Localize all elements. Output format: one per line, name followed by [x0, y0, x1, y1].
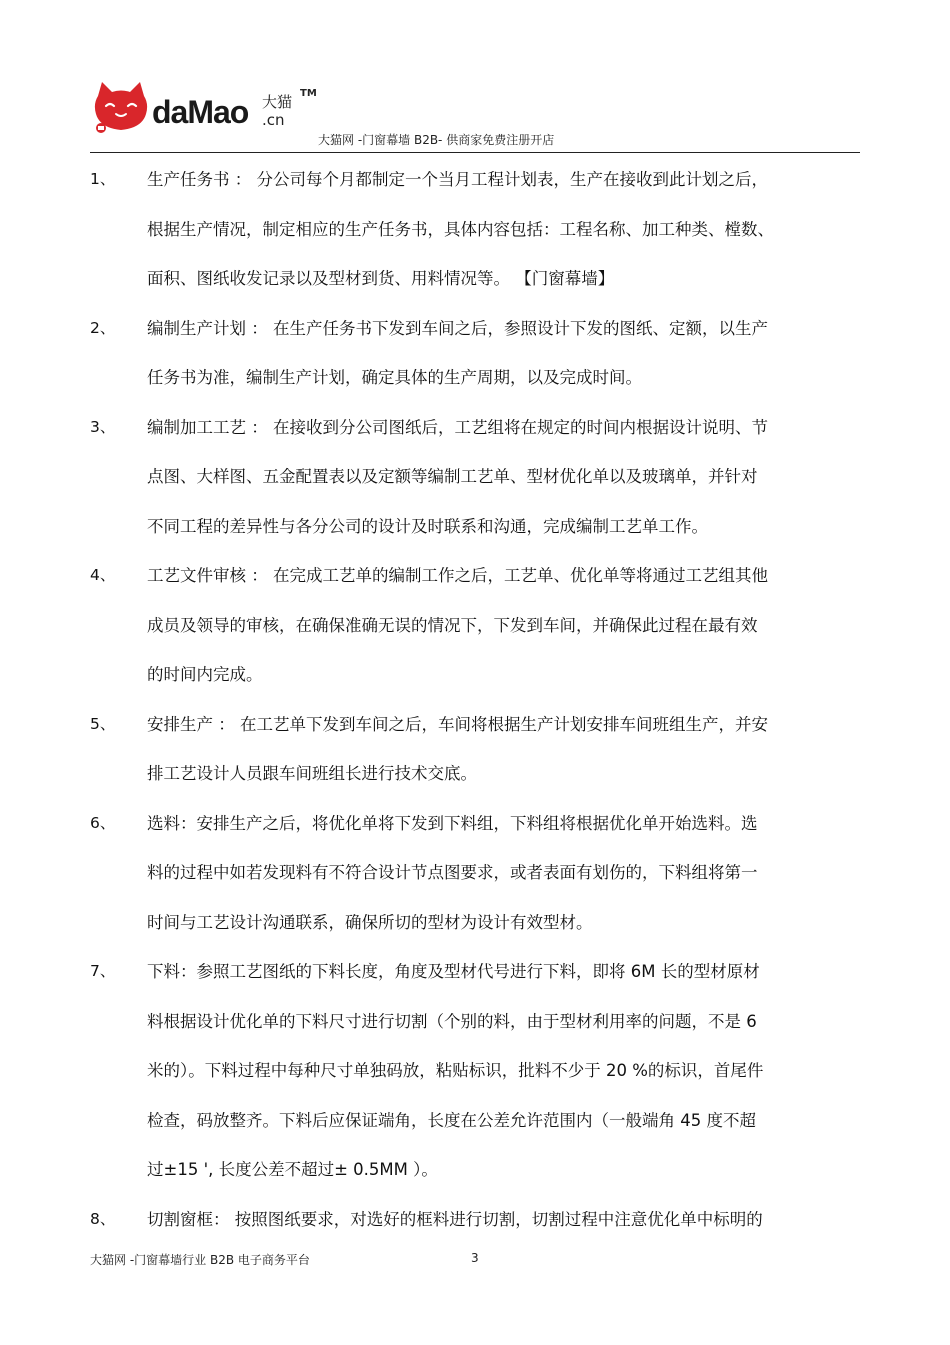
item-text-line: 检查，码放整齐。下料后应保证端角，长度在公差允许范围内（一般端角 45 度不超 — [147, 1110, 756, 1130]
item-text-line: 选料：安排生产之后，将优化单将下发到下料组，下料组将根据优化单开始选料。选 — [147, 813, 758, 833]
item-text-line: 料的过程中如若发现料有不符合设计节点图要求，或者表面有划伤的，下料组将第一 — [147, 863, 758, 882]
item-number: 8、 — [90, 1209, 116, 1228]
item-text-line: 面积、图纸收发记录以及型材到货、用料情况等。 【门窗幕墙】 — [147, 269, 615, 288]
item-number: 4、 — [90, 566, 116, 584]
item-number: 2、 — [90, 318, 116, 337]
item-number: 6、 — [90, 813, 116, 832]
list-item — [90, 799, 865, 948]
logo-domain: .cn — [262, 111, 285, 129]
list-item — [90, 304, 865, 403]
trademark-mark: TM — [300, 88, 317, 99]
list-item — [90, 1195, 865, 1245]
item-text-line: 排工艺设计人员跟车间班组长进行技术交底。 — [147, 764, 477, 783]
item-text-line: 的时间内完成。 — [147, 665, 263, 684]
item-number: 3、 — [90, 417, 116, 436]
damao-logo — [92, 80, 322, 140]
item-text-line: 点图、大样图、五金配置表以及定额等编制工艺单、型材优化单以及玻璃单，并针对 — [147, 467, 758, 486]
item-text-line: 编制加工工艺 ： 在接收到分公司图纸后，工艺组将在规定的时间内根据设计说明、节 — [147, 417, 768, 437]
item-number: 1、 — [90, 170, 116, 188]
item-number: 5、 — [90, 714, 116, 733]
item-text-line: 切割窗框： 按照图纸要求，对选好的框料进行切割，切割过程中注意优化单中标明的 — [147, 1209, 763, 1229]
item-text-line: 过±15 ', 长度公差不超过± 0.5MM ）。 — [147, 1160, 438, 1179]
header-divider — [90, 152, 860, 153]
document-body — [90, 155, 865, 1244]
item-text-line: 安排生产 ： 在工艺单下发到车间之后，车间将根据生产计划安排车间班组生产，并安 — [147, 714, 768, 734]
item-text-line: 工艺文件审核 ： 在完成工艺单的编制工作之后，工艺单、优化单等将通过工艺组其他 — [147, 566, 768, 585]
item-text-line: 下料：参照工艺图纸的下料长度，角度及型材代号进行下料，即将 6M 长的型材原材 — [147, 962, 760, 981]
item-text-line: 时间与工艺设计沟通联系，确保所切的型材为设计有效型材。 — [147, 912, 593, 932]
cat-logo-icon — [92, 80, 150, 136]
logo-chinese: 大猫 — [262, 93, 293, 111]
item-text-line: 不同工程的差异性与各分公司的设计及时联系和沟通，完成编制工艺单工作。 — [147, 516, 708, 536]
header-subtitle: 大猫网 -门窗幕墙 B2B- 供商家免费注册开店 — [318, 133, 555, 147]
list-item — [90, 947, 865, 1195]
item-text-line: 米的）。下料过程中每种尺寸单独码放，粘贴标识，批料不少于 20 %的标识，首尾件 — [147, 1061, 764, 1080]
list-item — [90, 403, 865, 552]
item-text-line: 任务书为准，编制生产计划，确定具体的生产周期，以及完成时间。 — [147, 368, 642, 387]
list-item — [90, 155, 865, 304]
footer-text: 大猫网 -门窗幕墙行业 B2B 电子商务平台 — [90, 1253, 310, 1267]
item-text-line: 成员及领导的审核，在确保准确无误的情况下，下发到车间，并确保此过程在最有效 — [147, 615, 758, 635]
list-item — [90, 700, 865, 799]
page-number: 3 — [471, 1251, 479, 1265]
item-number: 7、 — [90, 962, 116, 980]
logo-wordmark: daMao — [152, 94, 249, 130]
item-text-line: 编制生产计划 ： 在生产任务书下发到车间之后，参照设计下发的图纸、定额，以生产 — [147, 318, 768, 338]
item-text-line: 生产任务书 ： 分公司每个月都制定一个当月工程计划表，生产在接收到此计划之后， — [147, 170, 768, 189]
item-text-line: 根据生产情况，制定相应的生产任务书，具体内容包括：工程名称、加工种类、樘数、 — [147, 219, 774, 239]
list-item — [90, 551, 865, 700]
item-text-line: 料根据设计优化单的下料尺寸进行切割（个别的料，由于型材利用率的问题，不是 6 — [147, 1011, 757, 1031]
